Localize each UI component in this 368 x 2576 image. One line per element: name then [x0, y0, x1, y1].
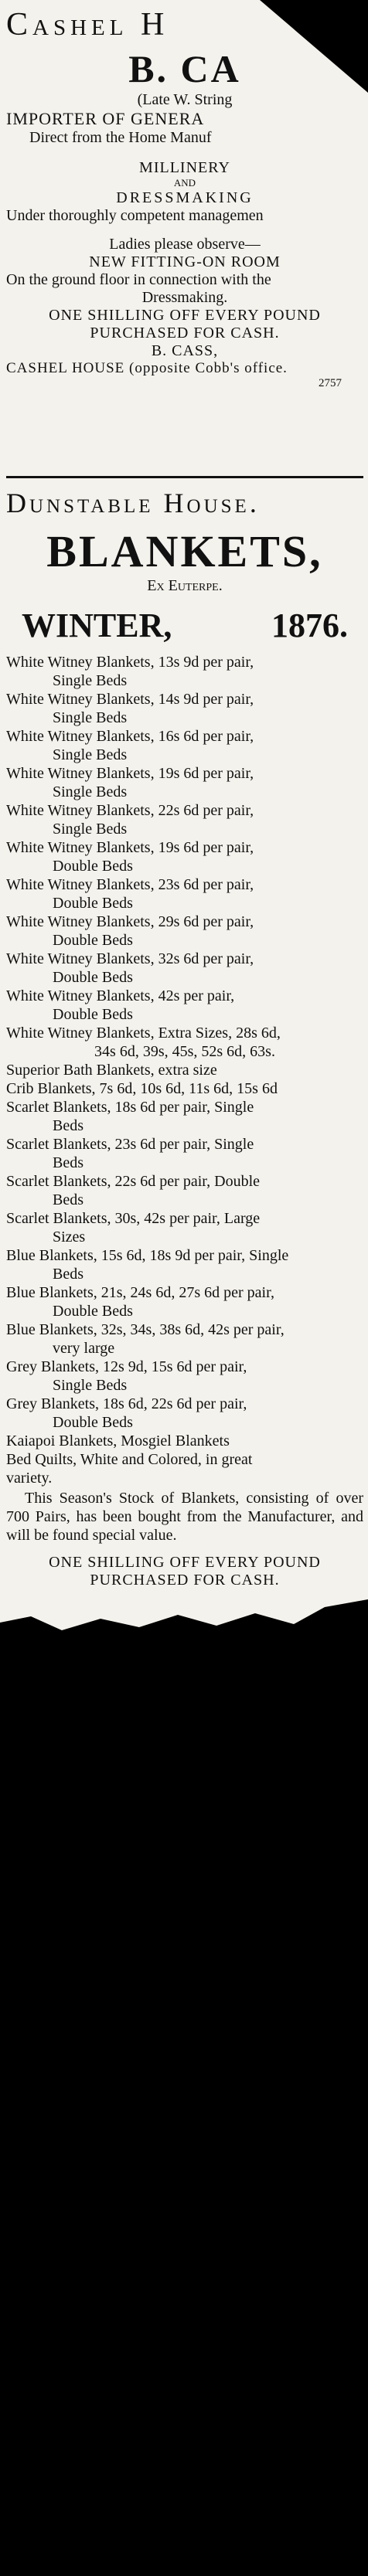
ad2-shilling: ONE SHILLING OFF EVERY POUND	[49, 1554, 321, 1571]
list-item: Scarlet Blankets, 30s, 42s per pair, Large	[6, 1210, 261, 1227]
list-item-sub: Beds	[53, 1117, 83, 1134]
list-item-sub: Single Beds	[53, 783, 128, 800]
list-item: Kaiapoi Blankets, Mosgiel Blankets	[6, 1432, 230, 1449]
blankets-heading: BLANKETS,	[46, 526, 323, 576]
winter-label: WINTER,	[22, 607, 172, 644]
list-item: Scarlet Blankets, 18s 6d per pair, Single	[6, 1099, 254, 1116]
ad-name: B. CA	[128, 47, 241, 90]
ad-direct: Direct from the Home Manuf	[29, 129, 212, 146]
list-item: White Witney Blankets, 42s per pair,	[6, 987, 235, 1004]
ad-dress: Dressmaking.	[141, 289, 228, 306]
ad-new-fitting: NEW FITTING-ON ROOM	[89, 253, 281, 270]
list-item: White Witney Blankets, 14s 9d per pair,	[6, 691, 254, 708]
ad2-header: Dunstable House.	[6, 488, 260, 518]
list-item-sub: 34s 6d, 39s, 45s, 52s 6d, 63s.	[94, 1043, 275, 1060]
stock-paragraph: This Season's Stock of Blankets, consisting of over 700 Pairs, has been bought from the Manufacturer, and will be found special value.	[6, 1490, 363, 1544]
list-item-sub: Beds	[53, 1266, 83, 1283]
list-item: White Witney Blankets, 19s 6d per pair,	[6, 765, 254, 782]
list-item: Scarlet Blankets, 23s 6d per pair, Single	[6, 1136, 254, 1153]
torn-edge	[0, 1576, 368, 1669]
winter-year: 1876.	[271, 607, 348, 644]
list-item-sub: Single Beds	[53, 1377, 128, 1394]
ad-purchased: PURCHASED FOR CASH.	[90, 325, 280, 342]
list-item: Superior Bath Blankets, extra size	[6, 1062, 217, 1079]
list-item-sub: Double Beds	[53, 895, 133, 912]
list-item: White Witney Blankets, 29s 6d per pair,	[6, 913, 254, 930]
winter-line	[22, 606, 348, 645]
list-item: Bed Quilts, White and Colored, in great	[6, 1451, 253, 1468]
ad-shilling: ONE SHILLING OFF EVERY POUND	[49, 307, 321, 324]
list-item: White Witney Blankets, Extra Sizes, 28s 6d,	[6, 1025, 281, 1042]
list-item: Crib Blankets, 7s 6d, 10s 6d, 11s 6d, 15s 6d	[6, 1080, 278, 1097]
list-item-sub: Double Beds	[53, 1414, 133, 1431]
list-item: White Witney Blankets, 16s 6d per pair,	[6, 728, 254, 745]
list-item: Grey Blankets, 12s 9d, 15s 6d per pair,	[6, 1358, 247, 1375]
cashel-house-ad	[6, 6, 363, 390]
list-item: Scarlet Blankets, 22s 6d per pair, Double	[6, 1173, 261, 1190]
list-item-sub: Single Beds	[53, 746, 128, 763]
ex-euterpe: Ex Euterpe.	[147, 577, 223, 594]
list-item-sub: Single Beds	[53, 821, 128, 838]
item-list	[6, 653, 363, 1487]
list-item-sub: Beds	[53, 1154, 83, 1171]
ad-importer: IMPORTER OF GENERA	[6, 109, 205, 128]
list-item: White Witney Blankets, 13s 9d per pair,	[6, 654, 254, 671]
list-item-sub: Single Beds	[53, 672, 128, 689]
ad2-purchased: PURCHASED FOR CASH.	[90, 1572, 280, 1589]
list-item-sub: Single Beds	[53, 709, 128, 726]
list-item: White Witney Blankets, 22s 6d per pair,	[6, 802, 254, 819]
ad-ground: On the ground floor in connection with the	[6, 271, 271, 288]
list-item: White Witney Blankets, 19s 6d per pair,	[6, 839, 254, 856]
list-item-sub: Sizes	[53, 1229, 86, 1246]
list-item: White Witney Blankets, 32s 6d per pair,	[6, 950, 254, 967]
ad-and: AND	[173, 177, 196, 189]
list-item-sub: Double Beds	[53, 1006, 133, 1023]
list-item: Blue Blankets, 21s, 24s 6d, 27s 6d per pair,	[6, 1284, 274, 1301]
ad-number: 2757	[319, 377, 342, 389]
list-item: White Witney Blankets, 23s 6d per pair,	[6, 876, 254, 893]
list-item: Blue Blankets, 15s 6d, 18s 9d per pair, Single	[6, 1247, 289, 1264]
list-item-sub: Double Beds	[53, 858, 133, 875]
list-item-sub: Double Beds	[53, 969, 133, 986]
ad-title: Cashel H	[6, 7, 169, 42]
ad-ladies: Ladies please observe—	[109, 236, 261, 253]
ad-under: Under thoroughly competent managemen	[6, 207, 264, 224]
list-item: Blue Blankets, 32s, 34s, 38s 6d, 42s per pair,	[6, 1321, 285, 1338]
list-item-sub: variety.	[6, 1470, 53, 1487]
ad-millinery: MILLINERY	[139, 159, 230, 176]
ad-sign: B. CASS,	[151, 342, 219, 359]
list-item-sub: very large	[53, 1340, 115, 1357]
list-item-sub: Double Beds	[53, 932, 133, 949]
list-item: Grey Blankets, 18s 6d, 22s 6d per pair,	[6, 1395, 247, 1412]
ad-dressmaking: DRESSMAKING	[116, 189, 254, 206]
dunstable-house-ad	[6, 487, 363, 1589]
divider	[6, 476, 363, 478]
ad-late: (Late W. String	[137, 91, 233, 108]
list-item-sub: Double Beds	[53, 1303, 133, 1320]
list-item-sub: Beds	[53, 1191, 83, 1208]
ad-cashel: CASHEL HOUSE (opposite Cobb's office.	[6, 360, 288, 376]
